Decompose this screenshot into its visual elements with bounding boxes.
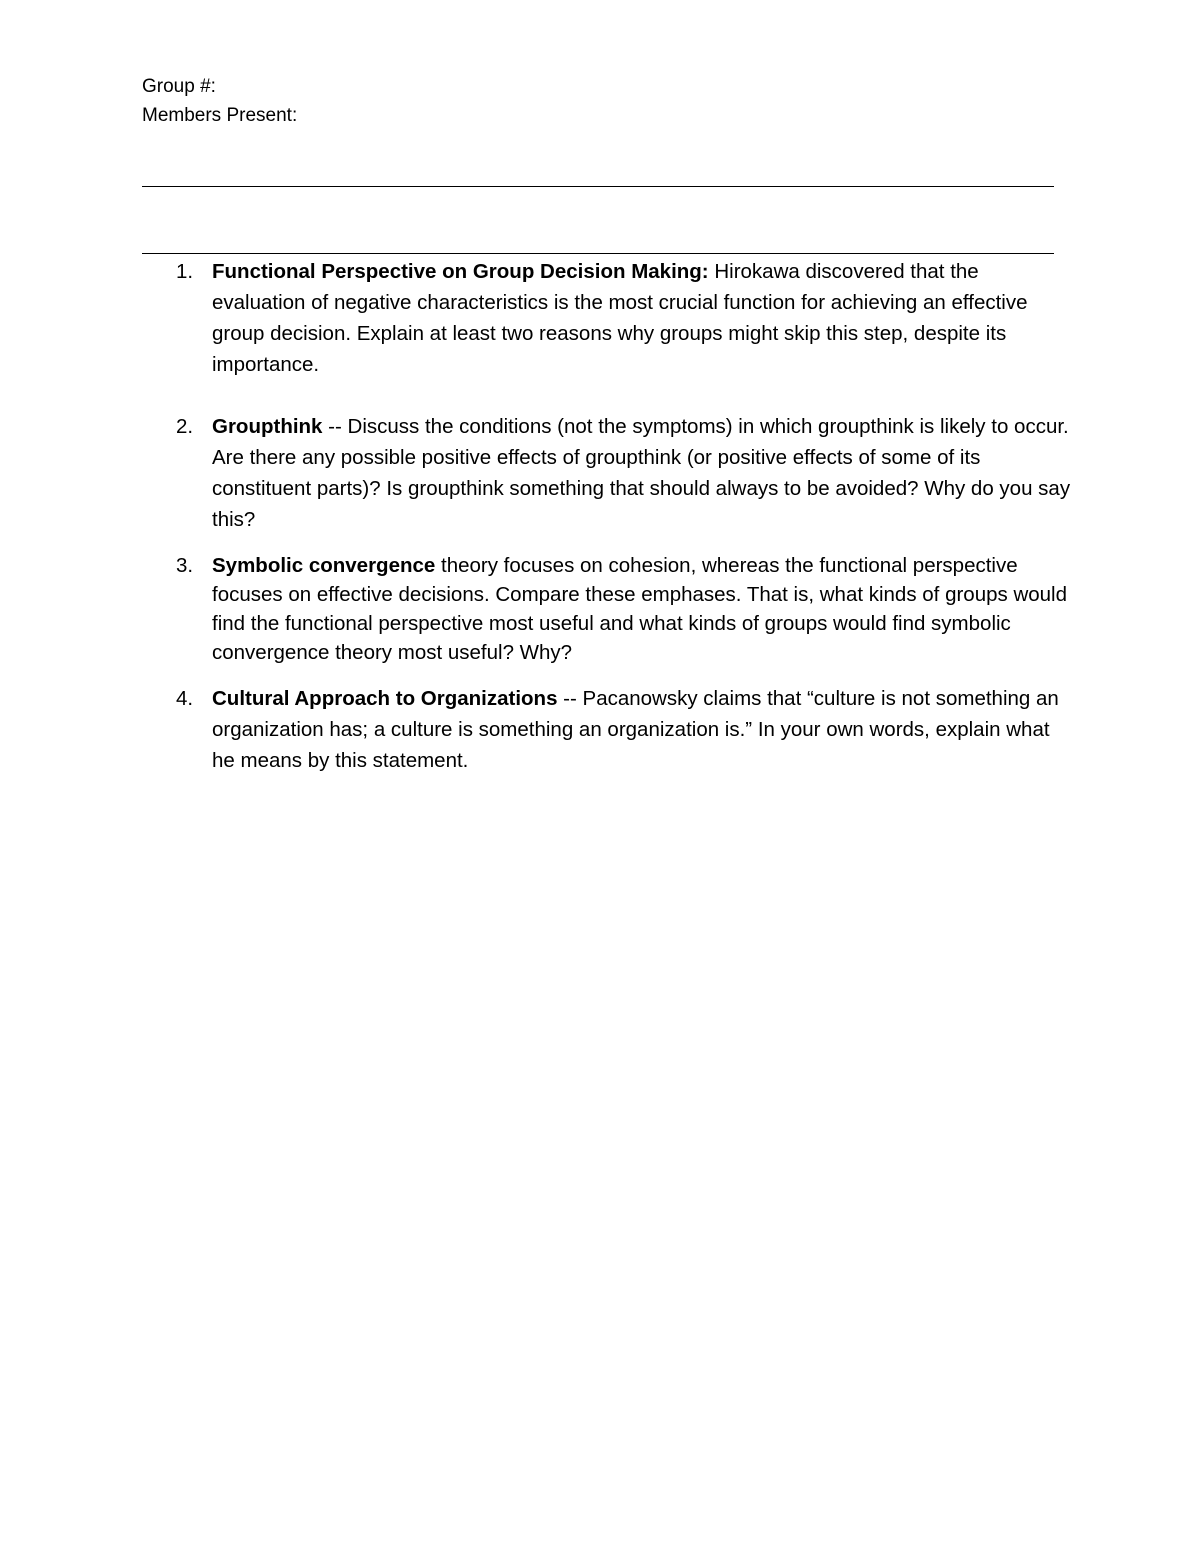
question-item [142,551,1072,667]
question-item [142,683,1072,776]
members-write-line-1 [142,186,1054,187]
question-number: 4. [176,687,194,710]
question-number: 1. [176,260,194,283]
question-body: -- Discuss the conditions (not the symptoms) in which groupthink is likely to occur. Are there any possible positive effects of groupthink (or positive effects of some of its constituent parts)? Is groupthink something that should always to be avoided? Why do you say this? [212,415,1071,531]
question-title: Symbolic convergence [212,554,436,577]
question-list [142,256,1072,776]
question-number: 2. [176,415,194,438]
question-body: theory focuses on cohesion, whereas the functional perspective focuses on effective decisions. Compare these emphases. That is, what kinds of groups would find the functional perspective most useful and what kinds of groups would find symbolic convergence theory most useful? Why? [212,554,1068,664]
question-body: Hirokawa discovered that the evaluation of negative characteristics is the most crucial function for achieving an effective group decision. Explain at least two reasons why groups might skip this step, despite its importance. [212,260,1028,376]
question-item [142,256,1072,380]
worksheet-header [142,72,297,130]
members-present-label: Members Present: [142,105,298,126]
question-title: Cultural Approach to Organizations [212,687,558,710]
question-title: Groupthink [212,415,323,438]
question-item [142,411,1072,535]
question-body: -- Pacanowsky claims that “culture is not something an organization has; a culture is something an organization is.” In your own words, explain what he means by this statement. [212,687,1059,772]
question-title: Functional Perspective on Group Decision Making: [212,260,709,283]
group-number-label: Group #: [142,76,216,97]
question-number: 3. [176,554,194,577]
members-write-line-2 [142,253,1054,254]
